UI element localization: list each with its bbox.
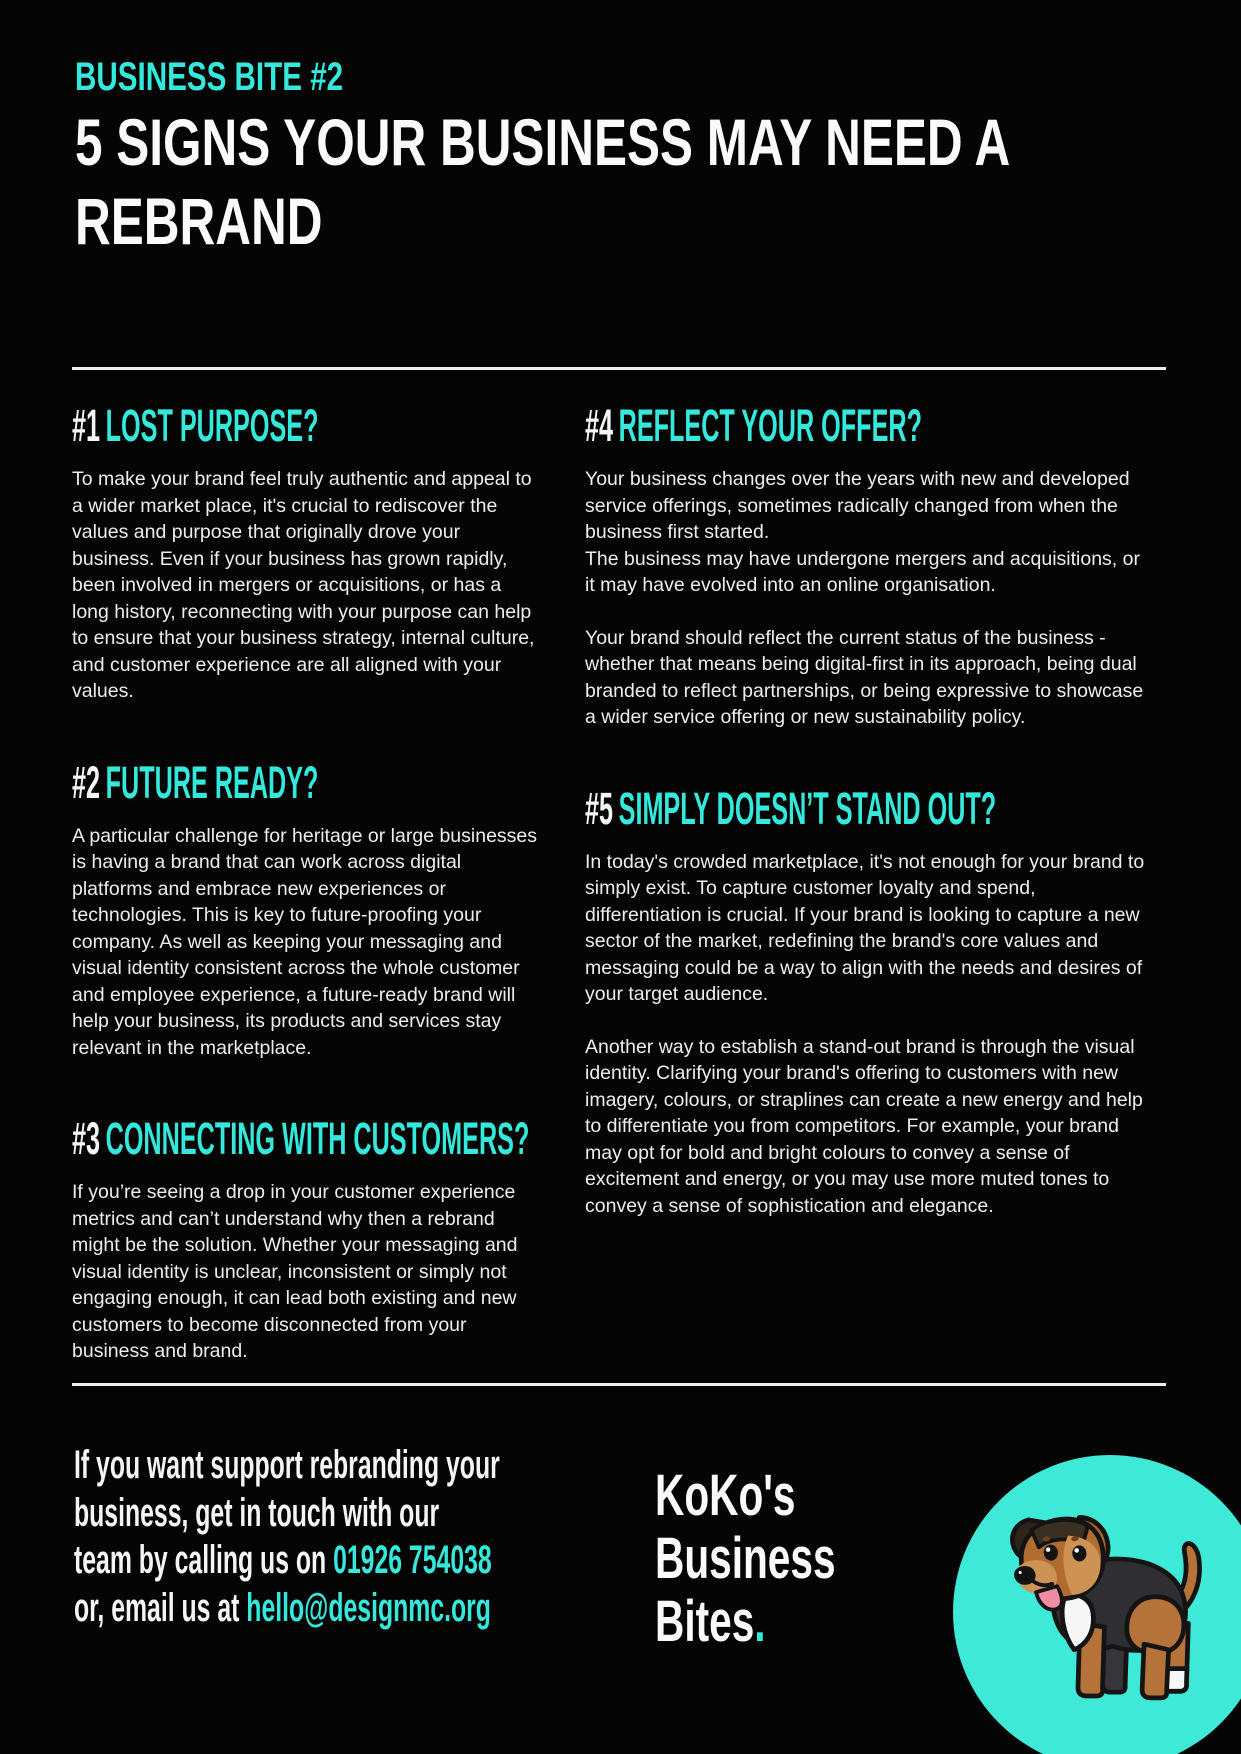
section-5-paragraph: Another way to establish a stand-out brand is through the visual identity. Clarifying your brand's offering to customers with new imagery, colours, or straplines can create a new energy and help to differentiate you from competitors. For example, your brand may opt for bold and bright colours to convey a sense of excitement and energy, or you may use more muted tones to convey a sense of sophistication and elegance. — [585, 1035, 1143, 1217]
section-1-paragraph: To make your brand feel truly authentic and appeal to a wider market place, it's crucial to rediscover the values and purpose that originally drove your business. Even if your business has grown rapidly, been involved in mergers or acquisitions, or has a long history, reconnecting with your purpose can help to ensure that your business strategy, internal culture, and customer experience are all aligned with your values. — [72, 468, 535, 702]
section-4-title: REFLECT YOUR OFFER? — [618, 400, 922, 451]
column-right — [585, 402, 1150, 1219]
section-2-number: #2 — [72, 756, 101, 808]
section-2 — [72, 756, 540, 1062]
section-4 — [585, 402, 1150, 731]
section-4-paragraph: Your brand should reflect the current status of the business - whether that means being digital-first in its approach, being dual branded to reflect partnerships, or being expressive to showcase a wider service offering or new sustainability policy. — [585, 626, 1144, 728]
section-5-number: #5 — [585, 782, 614, 834]
kicker-text: BUSINESS BITE #2 — [75, 55, 344, 99]
kicker — [75, 55, 437, 99]
section-4-heading — [585, 402, 1150, 450]
contact-line: or, email us at hello@designmc.org — [74, 1585, 491, 1630]
section-5-paragraph: In today's crowded marketplace, it's not enough for your brand to simply exist. To capture customer loyalty and spend, differentiation is crucial. If your brand is looking to capture a new sector of the market, redefining the brand's core values and messaging could be a way to align with the needs and desires of your target audience. — [585, 850, 1145, 1005]
section-3 — [72, 1115, 540, 1365]
section-3-paragraph: If you’re seeing a drop in your customer experience metrics and can’t understand why then a rebrand might be the solution. Whether your messaging and visual identity is unclear, inconsistent or simply not engaging enough, it can lead both existing and new customers to become disconnected from your business and brand. — [72, 1181, 518, 1362]
section-5 — [585, 782, 1150, 1220]
logo-line: KoKo's — [655, 1463, 796, 1528]
section-3-heading — [72, 1115, 540, 1163]
phone-link[interactable]: 01926 754038 — [333, 1538, 492, 1582]
contact-line: If you want support rebranding your — [74, 1443, 500, 1487]
column-left — [72, 402, 540, 1365]
page-title-text: 5 SIGNS YOUR BUSINESS MAY NEED A REBRAND — [75, 105, 1009, 259]
section-3-number: #3 — [72, 1113, 101, 1164]
contact-line: team by calling us on 01926 754038 — [74, 1538, 492, 1582]
section-3-title: CONNECTING WITH CUSTOMERS? — [105, 1113, 530, 1164]
divider-bottom — [72, 1383, 1166, 1386]
logo-period: . — [754, 1589, 766, 1654]
section-4-paragraph: Your business changes over the years with new and developed service offerings, sometimes radically changed from when the business first started. — [585, 468, 1130, 543]
section-5-heading — [585, 782, 1150, 834]
section-1-number: #1 — [72, 400, 101, 451]
section-2-heading — [72, 756, 540, 808]
contact-line: business, get in touch with our — [74, 1490, 440, 1535]
dog-illustration — [1002, 1512, 1220, 1712]
section-1-heading — [72, 402, 540, 450]
logo-line: Business — [655, 1526, 836, 1591]
section-1 — [72, 402, 540, 705]
section-2-paragraph: A particular challenge for heritage or large businesses is having a brand that can work across digital platforms and embrace new experiences or technologies. This is key to future-proofing your company. As well as keeping your messaging and visual identity consistent across the whole customer and employee experience, a future-ready brand will help your business, its products and services stay relevant in the marketplace. — [72, 824, 538, 1059]
email-link[interactable]: hello@designmc.org — [246, 1585, 491, 1630]
divider-top — [72, 367, 1166, 370]
logo-line: Bites. — [655, 1589, 766, 1654]
section-1-title: LOST PURPOSE? — [105, 400, 319, 451]
logo-text — [655, 1464, 913, 1653]
section-4-number: #4 — [585, 400, 614, 451]
section-4-paragraph: The business may have undergone mergers and acquisitions, or it may have evolved into an online organisation. — [585, 547, 1140, 596]
section-5-title: SIMPLY DOESN’T STAND OUT? — [618, 782, 997, 834]
section-2-title: FUTURE READY? — [105, 756, 319, 808]
page-title — [75, 103, 1175, 261]
